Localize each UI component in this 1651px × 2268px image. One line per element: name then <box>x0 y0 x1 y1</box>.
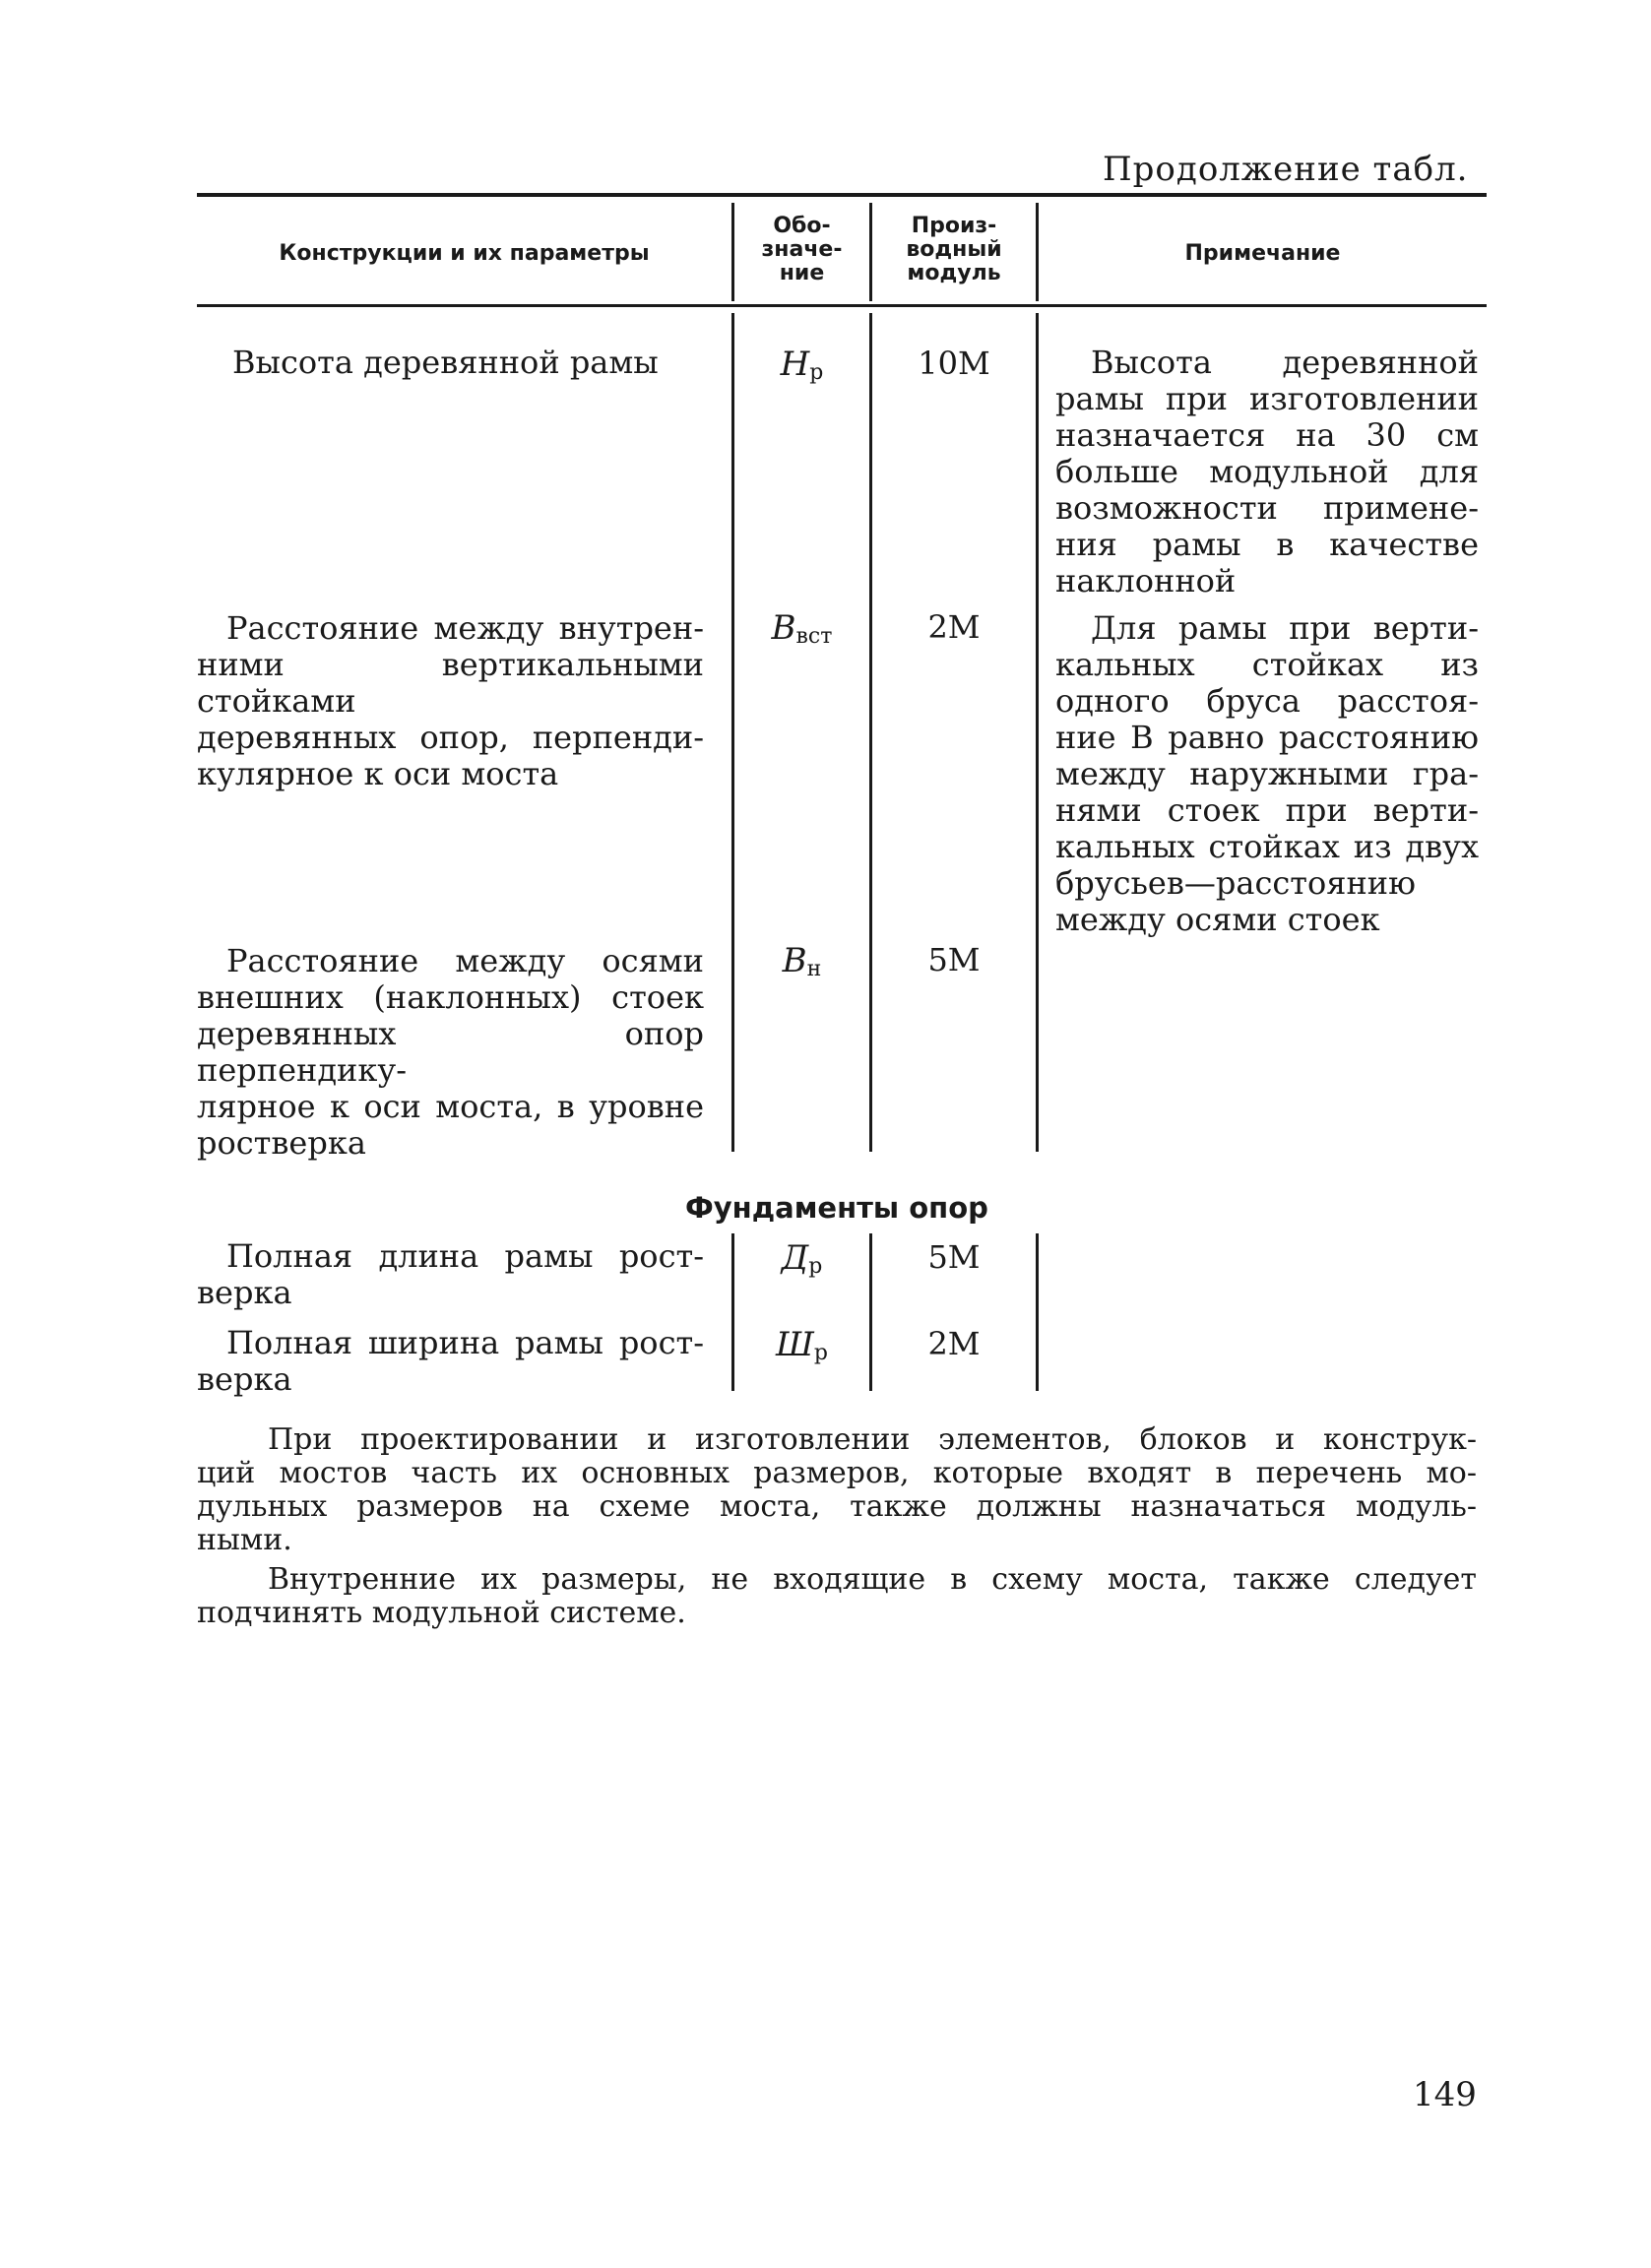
paragraph-line: Внутренние их размеры, не входящие в схему моста, также следует <box>268 1562 1477 1597</box>
note-line: нями стоек при верти- <box>1055 791 1479 829</box>
table-continuation-caption: Продолжение табл. <box>1103 150 1469 189</box>
section-row-2-symbol <box>734 1325 869 1365</box>
param-line: Полная ширина рамы рост- <box>226 1324 704 1361</box>
note-line: возможности примене- <box>1055 489 1479 527</box>
table-row-2-symbol <box>734 608 869 649</box>
note-line: назначается на 30 см <box>1055 416 1479 454</box>
header-symbol-line: значе- <box>761 237 843 262</box>
param-line: кулярное к оси моста <box>197 755 559 792</box>
note-line: брусьев—расстоянию <box>1055 864 1416 902</box>
param-line: деревянных опор перпендику- <box>197 1015 704 1089</box>
param-line: верка <box>197 1274 292 1311</box>
symbol-letter: B <box>782 941 807 980</box>
header-note: Примечание <box>1184 241 1341 266</box>
param-line: Полная длина рамы рост- <box>226 1237 704 1275</box>
header-symbol-line: ние <box>779 261 825 285</box>
note-line: между наружными гра- <box>1055 755 1479 792</box>
paragraph-line: При проектировании и изготовлении элементов, блоков и конструк- <box>268 1422 1477 1457</box>
table-row-2-param <box>197 610 704 792</box>
table-row-3-symbol <box>734 941 869 981</box>
table-row-2-note <box>1055 610 1479 938</box>
table-row-1-note <box>1055 345 1479 599</box>
body-divider-2 <box>869 313 872 1152</box>
body-paragraph-1 <box>197 1423 1477 1557</box>
param-line: Высота деревянной рамы <box>232 344 659 381</box>
page-number: 149 <box>1413 2075 1477 2114</box>
param-line: ростверка <box>197 1124 366 1162</box>
symbol-subscript: н <box>806 957 822 981</box>
note-line: ние B равно расстоянию <box>1055 719 1479 756</box>
header-module-line: Произ- <box>911 214 997 238</box>
section-row-2-module: 2M <box>927 1325 981 1362</box>
param-line: лярное к оси моста, в уровне <box>197 1088 704 1125</box>
symbol-subscript: р <box>809 360 824 385</box>
table-row-3-param <box>197 943 704 1162</box>
table-row-1-param <box>232 345 695 381</box>
paragraph-line: дульных размеров на схеме моста, также должны назначаться модуль- <box>197 1489 1477 1524</box>
header-symbol-line: Обо- <box>773 214 831 238</box>
note-line: одного бруса расстоя- <box>1055 682 1479 720</box>
header-param: Конструкции и их параметры <box>279 241 650 266</box>
note-line: Для рамы при верти- <box>1091 609 1479 647</box>
section-row-1-module: 5M <box>927 1238 981 1276</box>
paragraph-line: подчинять модульной системе. <box>197 1596 686 1630</box>
section-title: Фундаменты опор <box>685 1191 988 1225</box>
paragraph-line: ций мостов часть их основных размеров, которые входят в перечень мо- <box>197 1456 1477 1490</box>
note-line: кальных стойках из двух <box>1055 828 1479 865</box>
symbol-letter: H <box>780 345 810 384</box>
section-row-1-symbol <box>734 1238 869 1279</box>
header-module <box>872 215 1036 285</box>
note-line: наклонной <box>1055 562 1237 599</box>
symbol-subscript: вст <box>795 624 833 649</box>
param-line: Расстояние между осями <box>226 942 704 979</box>
table-row-1-symbol <box>734 345 869 385</box>
note-line: кальных стойках из <box>1055 646 1479 683</box>
note-line: ния рамы в качестве <box>1055 526 1479 563</box>
note-line: больше модульной для <box>1055 453 1479 490</box>
body-divider-3 <box>1036 313 1039 1152</box>
param-line: внешних (наклонных) стоек <box>197 978 704 1016</box>
section-divider-3 <box>1036 1233 1039 1391</box>
table-row-2-module: 2M <box>927 608 981 646</box>
body-divider-1 <box>731 313 734 1152</box>
symbol-subscript: р <box>808 1254 823 1279</box>
header-module-line: водный <box>906 237 1002 262</box>
param-line: верка <box>197 1360 292 1398</box>
section-row-1-param <box>197 1238 704 1311</box>
table-header-rule <box>197 304 1487 307</box>
paragraph-line: ными. <box>197 1523 292 1557</box>
note-line: Высота деревянной <box>1091 344 1479 381</box>
symbol-letter: Д <box>781 1238 809 1278</box>
symbol-letter: B <box>771 608 796 648</box>
table-row-3-module: 5M <box>927 941 981 978</box>
symbol-letter: Ш <box>776 1325 814 1364</box>
header-module-line: модуль <box>907 261 1001 285</box>
section-row-2-param <box>197 1325 704 1398</box>
note-line: рамы при изготовлении <box>1055 380 1479 417</box>
note-line: между осями стоек <box>1055 901 1380 938</box>
table-row-1-module: 10M <box>918 345 990 382</box>
param-line: деревянных опор, перпенди- <box>197 719 704 756</box>
body-paragraph-2 <box>197 1563 1477 1630</box>
header-symbol <box>734 215 869 285</box>
param-line: Расстояние между внутрен- <box>226 609 704 647</box>
table-top-rule <box>197 193 1487 197</box>
symbol-subscript: р <box>813 1341 828 1365</box>
param-line: ними вертикальными стойками <box>197 646 704 720</box>
